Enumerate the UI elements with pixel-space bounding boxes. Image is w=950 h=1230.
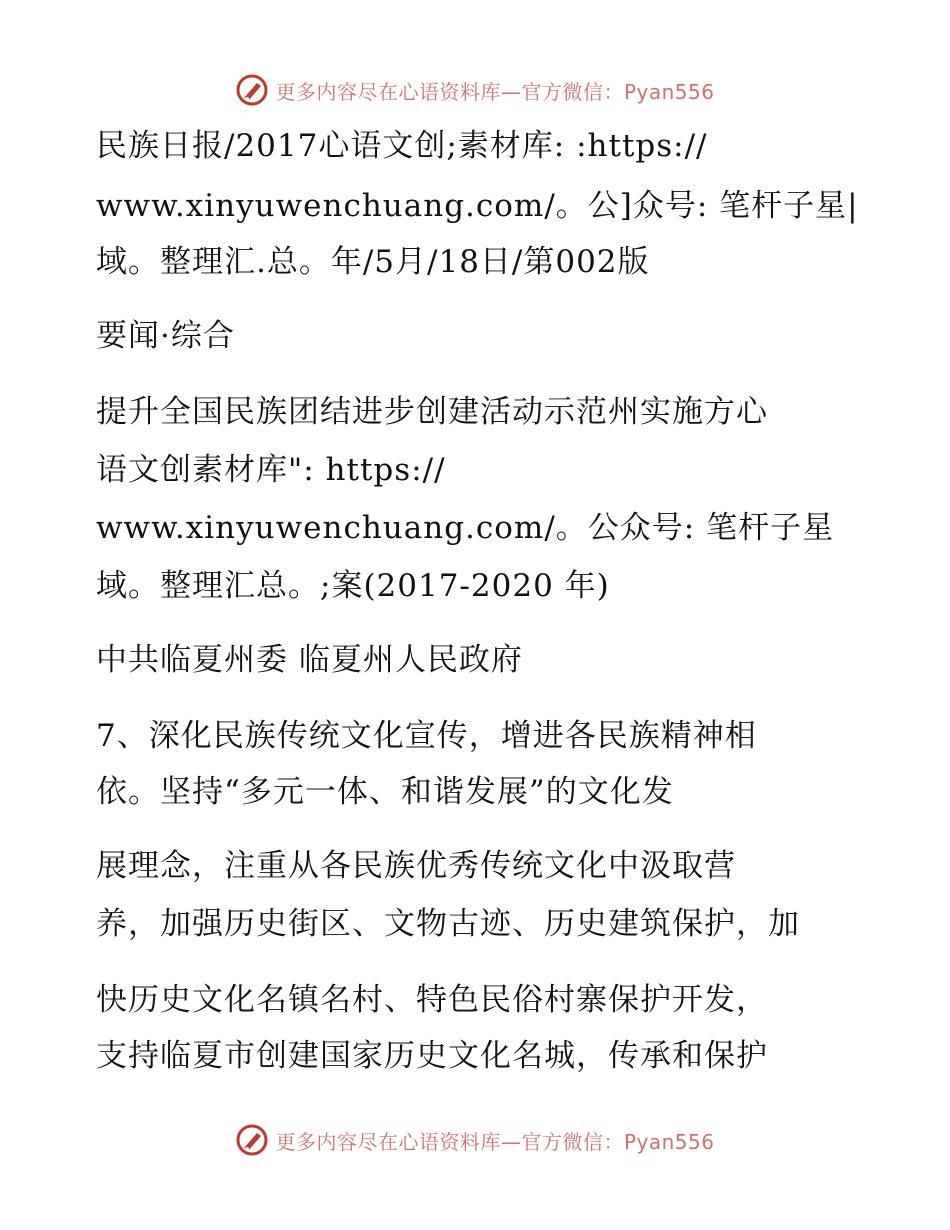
text-line: www.xinyuwenchuang.com/。公]众号: 笔杆子星| bbox=[96, 188, 859, 224]
article-title: 提升全国民族团结进步创建活动示范州实施方心 bbox=[96, 394, 768, 430]
text-line: 域。整理汇.总。年/5月/18日/第002版 bbox=[96, 244, 650, 280]
pen-logo-icon bbox=[235, 73, 269, 107]
footer-banner bbox=[0, 1120, 950, 1160]
paragraph-line: 7、深化民族传统文化宣传，增进各民族精神相 bbox=[96, 718, 757, 754]
paragraph-line: 展理念，注重从各民族优秀传统文化中汲取营 bbox=[96, 848, 736, 884]
paragraph-line: 支持临夏市创建国家历史文化名城，传承和保护 bbox=[96, 1038, 768, 1074]
paragraph-line: 快历史文化名镇名村、特色民俗村寨保护开发， bbox=[96, 982, 768, 1018]
section-heading: 要闻·综合 bbox=[96, 318, 235, 354]
pen-logo-icon bbox=[235, 1123, 269, 1157]
text-line: www.xinyuwenchuang.com/。公众号: 笔杆子星 bbox=[96, 510, 835, 546]
text-line: 域。整理汇总。;案(2017-2020 年) bbox=[96, 568, 610, 604]
banner-text: 更多内容尽在心语资料库—官方微信：Pyan556 bbox=[275, 1129, 715, 1154]
paragraph-line: 养，加强历史街区、文物古迹、历史建筑保护，加 bbox=[96, 906, 800, 942]
author-line: 中共临夏州委 临夏州人民政府 bbox=[96, 642, 523, 678]
paragraph-line: 依。坚持“多元一体、和谐发展”的文化发 bbox=[96, 774, 674, 810]
text-line: 语文创素材库": https:// bbox=[96, 452, 446, 488]
header-banner bbox=[0, 70, 950, 110]
text-line: 民族日报/2017心语文创;素材库: :https:// bbox=[96, 128, 708, 164]
banner-text: 更多内容尽在心语资料库—官方微信：Pyan556 bbox=[275, 79, 715, 104]
